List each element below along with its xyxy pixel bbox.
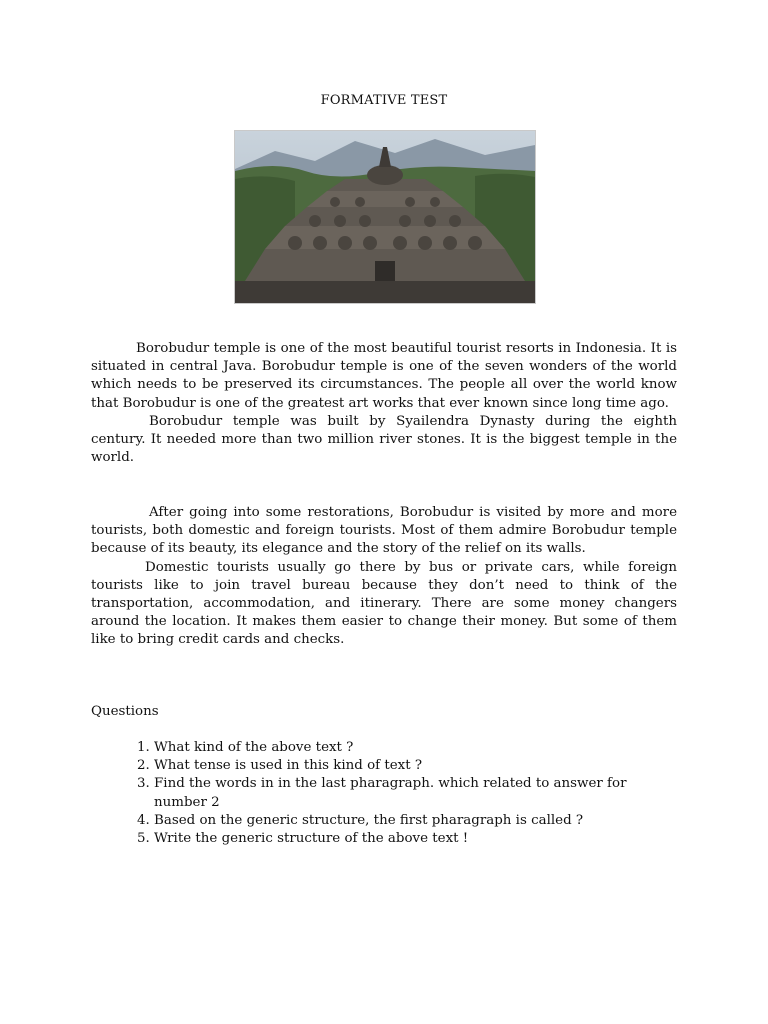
paragraph: After going into some restorations, Borobudur is visited by more and more tourists, both domestic and foreign tourists. Most of them admire Borobudur temple because of its beauty, its elegance and the story of the relief on its walls. (91, 505, 677, 557)
question-item: 1. What kind of the above text ? (154, 739, 674, 757)
paragraph-group-2 (91, 504, 677, 650)
temple-illustration (235, 131, 535, 303)
borobudur-temple-photo (234, 130, 536, 304)
questions-heading: Questions (91, 704, 159, 719)
question-item: 4. Based on the generic structure, the first pharagraph is called ? (154, 812, 674, 830)
paragraph: Domestic tourists usually go there by bus or private cars, while foreign tourists like to join travel bureau because they don’t need to think of the transportation, accommodation, and itinerary. There are some money changers around the location. It makes them easier to change their money. But some of them like to bring credit cards and checks. (91, 559, 677, 648)
paragraph: Borobudur temple is one of the most beautiful tourist resorts in Indonesia. It is situated in central Java. Borobudur temple is one of the seven wonders of the world which needs to be preserved its circumstances. The people all over the world know that Borobudur is one of the greatest art works that ever known since long time ago. (91, 341, 677, 411)
questions-list (135, 739, 674, 848)
question-item: 2. What tense is used in this kind of text ? (154, 757, 674, 775)
paragraph: Borobudur temple was built by Syailendra Dynasty during the eighth century. It needed more than two million river stones. It is the biggest temple in the world. (91, 413, 677, 466)
question-item: 5. Write the generic structure of the above text ! (154, 830, 674, 848)
document-title: FORMATIVE TEST (320, 93, 448, 108)
question-item: 3. Find the words in in the last pharagraph. which related to answer for number 2 (154, 775, 674, 811)
paragraph-group-1 (91, 340, 677, 467)
